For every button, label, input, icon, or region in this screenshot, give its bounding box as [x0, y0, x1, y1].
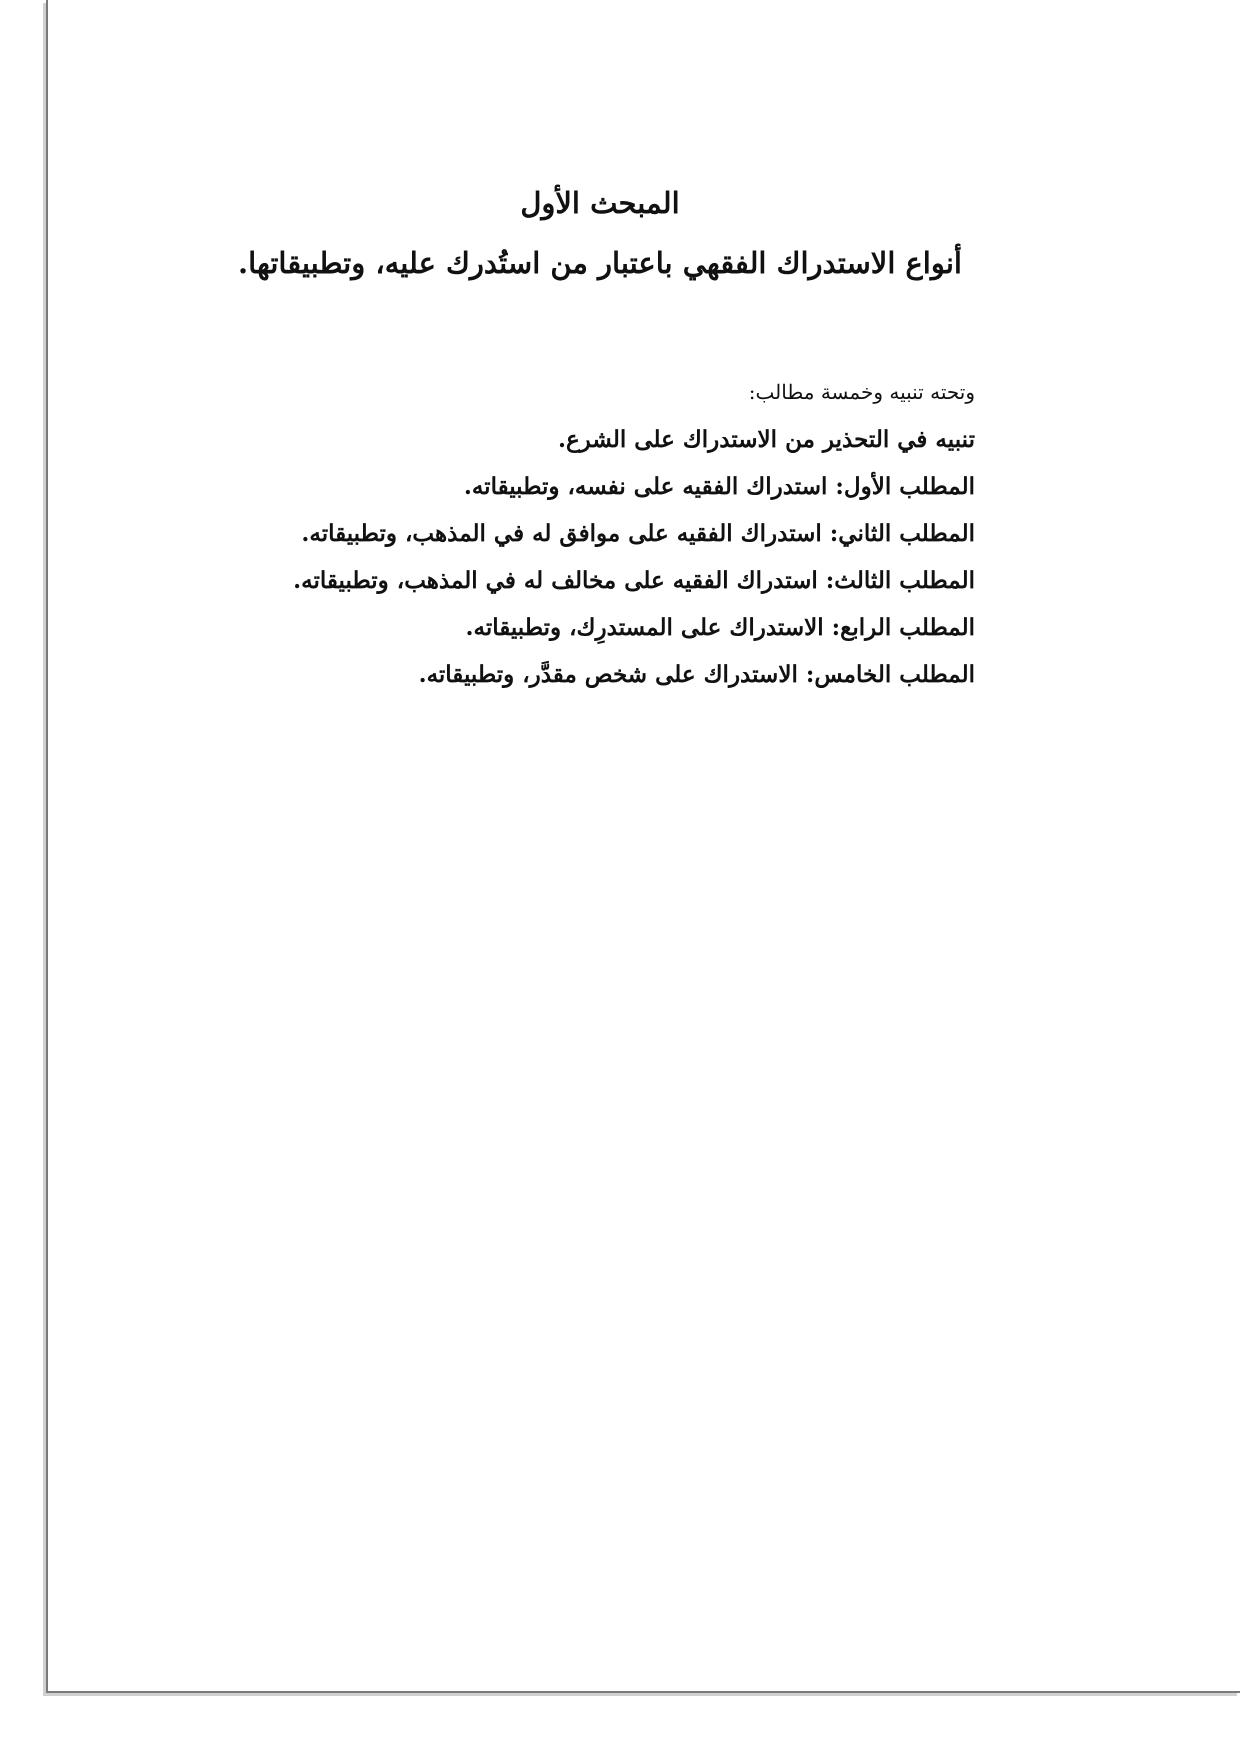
list-item-matlab-4: المطلب الرابع: الاستدراك على المستدرِك، وتطبيقاته.: [465, 614, 975, 641]
table-of-contents: [275, 368, 975, 698]
list-item-matlab-2: المطلب الثاني: استدراك الفقيه على موافق له في المذهب، وتطبيقاته.: [301, 520, 975, 547]
list-item-matlab-1: المطلب الأول: استدراك الفقيه على نفسه، وتطبيقاته.: [463, 473, 975, 500]
list-item-notice: تنبيه في التحذير من الاستدراك على الشرع.: [557, 426, 975, 453]
list-item-matlab-3: المطلب الثالث: استدراك الفقيه على مخالف له في المذهب، وتطبيقاته.: [293, 567, 975, 594]
section-subtitle: أنواع الاستدراك الفقهي باعتبار من استُدرك عليه، وتطبيقاتها.: [238, 246, 962, 280]
list-item-matlab-5: المطلب الخامس: الاستدراك على شخص مقدَّر، وتطبيقاته.: [418, 661, 975, 688]
section-title: المبحث الأول: [520, 186, 680, 220]
intro-text: وتحته تنبيه وخمسة مطالب:: [748, 380, 975, 404]
